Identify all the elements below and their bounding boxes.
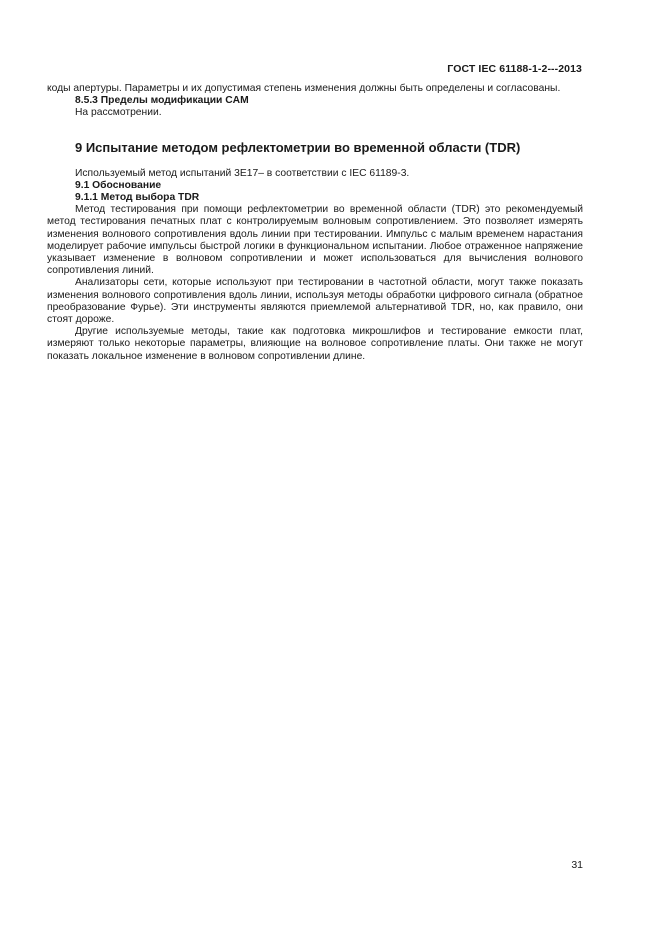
document-body (47, 83, 583, 363)
paragraph-intro: коды апертуры. Параметры и их допустимая степень изменения должны быть определены и согласованы. (47, 83, 561, 94)
section-9-title: 9 Испытание методом рефлектометрии во временной области (TDR) (75, 139, 521, 155)
paragraph-9-1-1-c: Другие используемые методы, такие как подготовка микрошлифов и тестирование емкости плат, измеряют только некоторые параметры, влияющие на волновое сопротивление платы. Они также не могут показать локальное изменение в волновом сопротивлении длине. (47, 326, 583, 362)
paragraph-9-1-1-b: Анализаторы сети, которые используют при тестировании в частотной области, могут также показать изменения волнового сопротивления вдоль линии, используя методы обработки цифрового сигнала (обратное преобразование Фурье). Эти инструменты являются приемлемой альтернативой TDR, но, как правило, они стоят дороже. (47, 277, 583, 326)
spacer (47, 120, 583, 140)
document-code-header: ГОСТ IEC 61188-1-2---2013 (447, 63, 582, 75)
paragraph-8-5-3: На рассмотрении. (75, 107, 162, 119)
paragraph-9-1-1-a: Метод тестирования при помощи рефлектометрии во временной области (TDR) это рекомендуемый метод тестирования печатных плат с контролируемым волновым сопротивлением. Это позволяет измерять изменения волнового сопротивления вдоль линии при тестировании. Импульс с малым временем нарастания моделирует рабочие импульсы быстрой логики в функциональном испытании. Любое отраженное напряжение указывает изменение в волновом сопротивлении и может использоваться для вычисления волнового сопротивления линий. (47, 204, 583, 277)
heading-8-5-3: 8.5.3 Пределы модификации CAM (75, 95, 249, 107)
heading-9-1: 9.1 Обоснование (75, 179, 162, 191)
spacer (47, 156, 583, 168)
paragraph-method: Используемый метод испытаний 3E17– в соответствии с IEC 61189-3. (75, 167, 410, 179)
page-number: 31 (571, 859, 583, 871)
heading-9-1-1: 9.1.1 Метод выбора TDR (75, 192, 200, 204)
